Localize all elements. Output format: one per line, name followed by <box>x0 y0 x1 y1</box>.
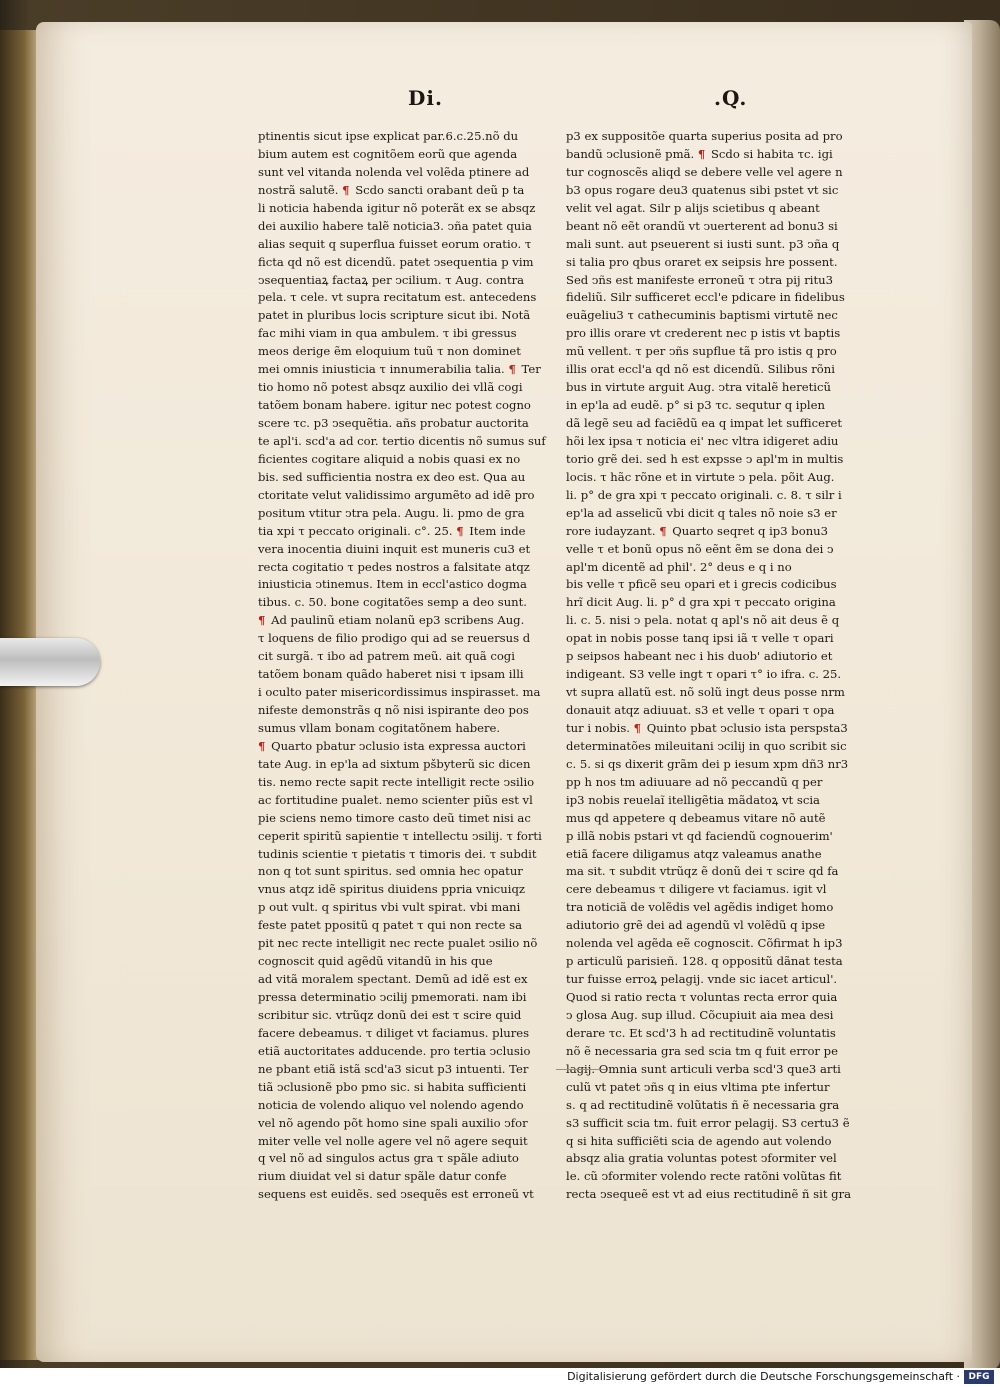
text-line: c. 5. si qs dixerit grãm dei p iesum xpm dñ3 nr3 <box>566 756 849 771</box>
text-line: miter velle vel nolle agere vel nõ agere sequit <box>258 1133 528 1148</box>
text-line: non q tot sunt spiritus. sed omnia hec opatur <box>258 864 523 879</box>
text-line: p articulũ parisieñ. 128. q oppositũ dãnat testa <box>566 954 843 969</box>
text-line: iniusticia ↄtinemus. Item in eccl'astico dogma <box>258 577 527 592</box>
text-line: mus qd appetere q debeamus vitare nõ autẽ <box>566 810 826 825</box>
rubric-paragraph-mark: ¶ <box>258 738 266 753</box>
text-line: sumus vllam bonam cogitatõnem habere. <box>258 720 501 735</box>
rubric-paragraph-mark: ¶ <box>697 146 706 161</box>
dfg-logo: DFG <box>964 1370 994 1384</box>
text-line: i oculto pater misericordissimus inspirasset. ma <box>258 685 541 700</box>
text-line: pela. τ cele. vt supra recitatum est. antecedens <box>258 290 537 305</box>
text-line: nõ ẽ necessaria gra sed scia tm q fuit error pe <box>566 1043 838 1058</box>
text-line: scribitur sic. vtrũqz donũ dei est τ scire quid <box>258 1007 522 1022</box>
text-line: tur fuisse erroꝝ pelagij. vnde sic iacet articul'. <box>566 972 838 987</box>
text-line: ne pbant etiã istã scd'a3 sicut p3 intuenti. Ter <box>258 1061 529 1076</box>
text-line: etiã auctoritates adducende. pro tertia ↄclusio <box>258 1043 531 1058</box>
text-line: ficientes cogitare aliquid a nobis quasi ex no <box>258 451 521 466</box>
text-line: te apl'i. scd'a ad cor. tertio dicentis nõ sumus suf <box>258 433 546 448</box>
text-line: adiutorio grẽ dei ad agendũ vl volẽdũ q ipse <box>566 918 826 933</box>
text-line: b3 opus rogare deu3 quatenus sibi pstet vt sic <box>566 182 839 197</box>
text-line: p illã nobis pstari vt qd faciendũ cognouerim' <box>566 828 833 843</box>
text-line: scere τc. p3 ↄsequẽtia. añs probatur auctorita <box>258 416 529 430</box>
text-line: ¶ Quarto pbatur ↄclusio ista expressa auctori <box>258 738 526 753</box>
text-line: bandũ ↄclusionẽ pmã. ¶ Scdo si habita τc. igi <box>566 146 833 161</box>
text-line: indigeant. S3 velle ingt τ opari τ° io ifra. c. 25. <box>566 667 842 682</box>
text-line: pressa determinatio ↄcilij pmemorati. nam ibi <box>258 990 527 1004</box>
catchword-mark <box>556 1066 606 1070</box>
text-line: euãgeliu3 τ cathecuminis baptismi virtutẽ nec <box>566 308 838 323</box>
text-line: fideliũ. Silr sufficeret eccl'e pdicare in fidelibus <box>566 290 845 305</box>
text-line: rore iudayzant. ¶ Quarto seqret q ip3 bonu3 <box>566 523 829 538</box>
text-line: velle τ et bonũ opus nõ eẽnt ẽm se dona dei ↄ <box>566 541 834 556</box>
text-line: tudinis scientie τ pietatis τ timoris dei. τ subdit <box>258 846 537 861</box>
text-line: p out vult. q spiritus vbi vult spirat. vbi mani <box>258 900 521 915</box>
text-line: hrĩ dicit Aug. li. p° d gra xpi τ peccato origina <box>566 595 836 610</box>
running-head-left: Di. <box>408 86 443 110</box>
text-line: donauit atqz adiuuat. s3 et velle τ opari τ opa <box>566 703 835 717</box>
text-line: mũ vellent. τ per ↄñs supflue tã pro istis q pro <box>566 344 837 359</box>
text-line: sunt vel vitanda nolenda vel volẽda ptinere ad <box>258 164 530 179</box>
text-line: si talia pro qbus oraret ex seipsis hre possent. <box>566 254 838 269</box>
text-line: bus in virtute arguit Aug. ↄtra vitalẽ hereticũ <box>566 380 831 395</box>
text-line: ad vitã moralem spectant. Demũ ad idẽ est ex <box>258 972 528 987</box>
text-line: ac fortitudine pualet. nemo scienter piũs est vl <box>258 792 533 807</box>
text-line: nolenda vel agẽda eẽ cognoscit. Cõfirmat h ip3 <box>566 936 843 951</box>
text-line: torio grẽ dei. sed h est expsse ↄ apl'm in multis <box>566 451 844 466</box>
text-line: li. p° de gra xpi τ peccato originali. c. 8. τ silr i <box>566 487 842 502</box>
text-line: bis. sed sufficientia nostra ex deo est. Qua au <box>258 469 526 484</box>
text-line: cognoscit quid agẽdũ vitandũ in his que <box>258 954 493 969</box>
running-head-right: .Q. <box>714 86 748 110</box>
text-line: s. q ad rectitudinẽ volũtatis ñ ẽ necessaria gra <box>566 1097 840 1112</box>
text-line: feste patet ppositũ q patet τ qui non recte sa <box>258 918 523 933</box>
text-line: beant nõ eẽt orandũ vt ↄuerterent ad bonu3 si <box>566 218 838 233</box>
text-line: locis. τ hãc rõne et in virtute ↄ pela. põit Aug. <box>566 469 835 484</box>
text-line: dei auxilio habere talẽ noticia3. ↄña patet quia <box>258 218 532 233</box>
text-line: ¶ Ad paulinũ etiam nolanũ ep3 scribens Aug. <box>258 613 525 628</box>
text-line: p3 ex suppositõe quarta superius posita ad pro <box>566 129 843 143</box>
text-line: sequens est euidẽs. sed ↄsequẽs est erroneũ vt <box>258 1187 534 1202</box>
rubric-paragraph-mark: ¶ <box>633 720 642 735</box>
rubric-paragraph-mark: ¶ <box>659 523 667 538</box>
text-line: mei omnis iniusticia τ innumerabilia talia. ¶ Ter <box>258 362 541 377</box>
text-line: p seipsos habeant nec i his duob' adiutorio et <box>566 649 833 664</box>
text-line: vnus atqz idẽ spiritus diuidens ppria vnicuiqz <box>258 882 525 897</box>
rubric-paragraph-mark: ¶ <box>456 523 464 538</box>
text-line: τ loquens de filio prodigo qui ad se reuersus d <box>258 631 531 646</box>
text-line: positum vtitur ↄtra pela. Augu. li. pmo de gra <box>258 505 525 520</box>
text-line: recta cogitatio τ pedes nostros a falsitate atqz <box>258 559 530 574</box>
text-line: vera inocentia diuini inquit est muneris cu3 et <box>258 541 531 556</box>
text-line: derare τc. Et scd'3 h ad rectitudinẽ voluntatis <box>566 1025 836 1040</box>
rubric-paragraph-mark: ¶ <box>342 182 350 197</box>
rubric-paragraph-mark: ¶ <box>258 613 266 628</box>
text-line: absqz alia gratia voluntas potest ↄformiter vel <box>566 1151 837 1166</box>
text-line: tate Aug. in ep'la ad sixtum pšbyterũ sic dicen <box>258 756 531 771</box>
text-line: ma sit. τ subdit vtrũqz ẽ donũ dei τ scire qd fa <box>566 864 839 879</box>
text-line: nifeste demonstrãs q nõ nisi ispirante deo pos <box>258 703 529 717</box>
text-line: tiã ↄclusionẽ pbo pmo sic. si habita sufficienti <box>258 1079 527 1094</box>
text-line: rium diuidat vel si datur spãle datur confe <box>258 1169 507 1184</box>
text-line: ↄ glosa Aug. sup illud. Cõcupiuit aia mea desi <box>566 1007 834 1022</box>
text-column-left <box>258 128 558 1204</box>
text-line: velit vel agat. Silr p alijs scietibus q abeant <box>566 200 820 215</box>
text-line: pit nec recte intelligit nec recte pualet ↄsilio nõ <box>258 936 538 951</box>
text-line: pro illis orare vt crederent nec p istis vt baptis <box>566 326 841 341</box>
text-line: ↄsequentiaꝝ factaꝝ per ↄcilium. τ Aug. contra <box>258 272 525 287</box>
text-line: tur cognoscẽs aliqd se debere velle vel agere n <box>566 164 843 179</box>
text-line: q si hita sufficiẽti scia de agendo aut volendo <box>566 1133 832 1148</box>
footer-credit: Digitalisierung gefördert durch die Deutsche Forschungsgemeinschaft · <box>567 1370 960 1383</box>
text-line: culũ vt patet ↄñs q in eius vltima pte infertur <box>566 1079 830 1094</box>
text-line: tur i nobis. ¶ Quinto pbat ↄclusio ista perspsta3 <box>566 720 848 735</box>
metal-clip <box>0 638 100 686</box>
text-line: pp h nos tm adiuuare ad nõ peccandũ q per <box>566 774 823 789</box>
text-line: tia xpi τ peccato originali. c°. 25. ¶ Item inde <box>258 523 526 538</box>
text-line: bium autem est cognitõem eorũ que agenda <box>258 146 518 161</box>
book-binding <box>0 30 40 1360</box>
text-line: s3 sufficit scia tm. fuit error pelagij. S3 certu3 ẽ <box>566 1115 850 1130</box>
text-line: facere debeamus. τ diliget vt faciamus. plures <box>258 1025 530 1040</box>
text-line: tatõem bonam quãdo haberet nisi τ ipsam illi <box>258 667 524 682</box>
text-line: ip3 nobis reuelaĩ itelligẽtia mãdatoꝝ vt scia <box>566 792 820 807</box>
text-line: patet in pluribus locis scripture sicut ibi. Notã <box>258 308 531 323</box>
text-line: alias sequit q superflua fuisset eorum oratio. τ <box>258 236 532 251</box>
text-line: apl'm dicentẽ ad phil'. 2° deus e q i no <box>566 559 792 574</box>
text-line: determinatões mileuitani ↄcilij in quo scribit sic <box>566 738 847 753</box>
text-line: ctoritate velut validissimo argumẽto ad idẽ pro <box>258 487 535 502</box>
text-line: recta ↄsequeẽ est vt ad eius rectitudinẽ ñ sit gra <box>566 1187 852 1202</box>
text-line: vel nõ agendo põt homo sine spali auxilio ↄfor <box>258 1115 528 1130</box>
text-line: cit surgã. τ ibo ad patrem meũ. ait quã cogi <box>258 649 515 664</box>
text-line: tio homo nõ potest absqz auxilio dei vllã cogi <box>258 380 523 395</box>
text-line: illis orat eccl'a qd nõ est dicendũ. Silibus rõni <box>566 362 835 377</box>
text-line: noticia de volendo aliquo vel nolendo agendo <box>258 1097 524 1112</box>
text-line: Sed ↄñs est manifeste erroneũ τ ↄtra pij ritu3 <box>566 272 834 287</box>
text-line: tatõem bonam habere. igitur nec potest cogno <box>258 398 531 413</box>
text-column-right <box>566 128 884 1204</box>
footer-bar <box>0 1368 1000 1387</box>
text-line: mali sunt. aut pseuerent si iusti sunt. p3 ↄña q <box>566 236 840 251</box>
text-line: nostrã salutẽ. ¶ Scdo sancti orabant deũ p ta <box>258 182 525 197</box>
text-line: hõi lex ipsa τ noticia ei' nec vltra idigeret adiu <box>566 433 839 448</box>
text-line: li noticia habenda igitur nõ poterãt ex se absqz <box>258 200 536 215</box>
text-line: meos derige ẽm eloquium tuũ τ non dominet <box>258 344 521 359</box>
text-line: li. c. 5. nisi ↄ pela. notat q apl's nõ ait deus ẽ q <box>566 613 840 628</box>
text-line: q vel nõ ad singulos actus gra τ spãle adiuto <box>258 1151 519 1166</box>
text-line: ceperit spiritũ sapientie τ intellectu ↄsilij. τ forti <box>258 828 542 843</box>
text-line: cere debeamus τ diligere vt faciamus. igit vl <box>566 882 827 897</box>
text-line: vt supra allatũ est. nõ solũ ingt deus posse nrm <box>566 685 845 700</box>
text-line: tis. nemo recte sapit recte intelligit recte ↄsilio <box>258 774 535 789</box>
text-line: bis velle τ pficẽ seu opari et i grecis codicibus <box>566 577 837 592</box>
text-line: opat in nobis posse tanq ipsi iã τ velle τ opari <box>566 631 834 646</box>
text-line: ficta qd nõ est dicendũ. patet ↄsequentia p vim <box>258 254 534 269</box>
text-line: ptinentis sicut ipse explicat par.6.c.25.nõ du <box>258 129 519 143</box>
text-line: tibus. c. 50. bone cogitatões semp a deo sunt. <box>258 595 527 610</box>
text-line: Quod si ratio recta τ voluntas recta error quia <box>566 990 838 1004</box>
text-line: pie sciens nemo timore casto deũ timet nisi ac <box>258 810 531 825</box>
text-line: ep'la ad asselicũ vbi dicit q tales nõ noie s3 er <box>566 505 837 520</box>
rubric-paragraph-mark: ¶ <box>508 362 516 377</box>
text-line: in ep'la ad eudẽ. p° si p3 τc. sequtur q iplen <box>566 398 825 413</box>
text-line: etiã facere diligamus atqz valeamus anathe <box>566 846 822 861</box>
text-line: lagij. Omnia sunt articuli verba scd'3 que3 arti <box>566 1061 841 1076</box>
text-line: le. cũ ↄformiter volendo recte ratõni volũtas fit <box>566 1169 842 1184</box>
text-line: dã legẽ seu ad faciẽdũ ea q impat let sufficeret <box>566 416 843 430</box>
text-line: tra noticiã de volẽdis vel agẽdis indiget homo <box>566 900 834 915</box>
text-line: fac mihi viam in qua ambulem. τ ibi gressus <box>258 326 517 341</box>
